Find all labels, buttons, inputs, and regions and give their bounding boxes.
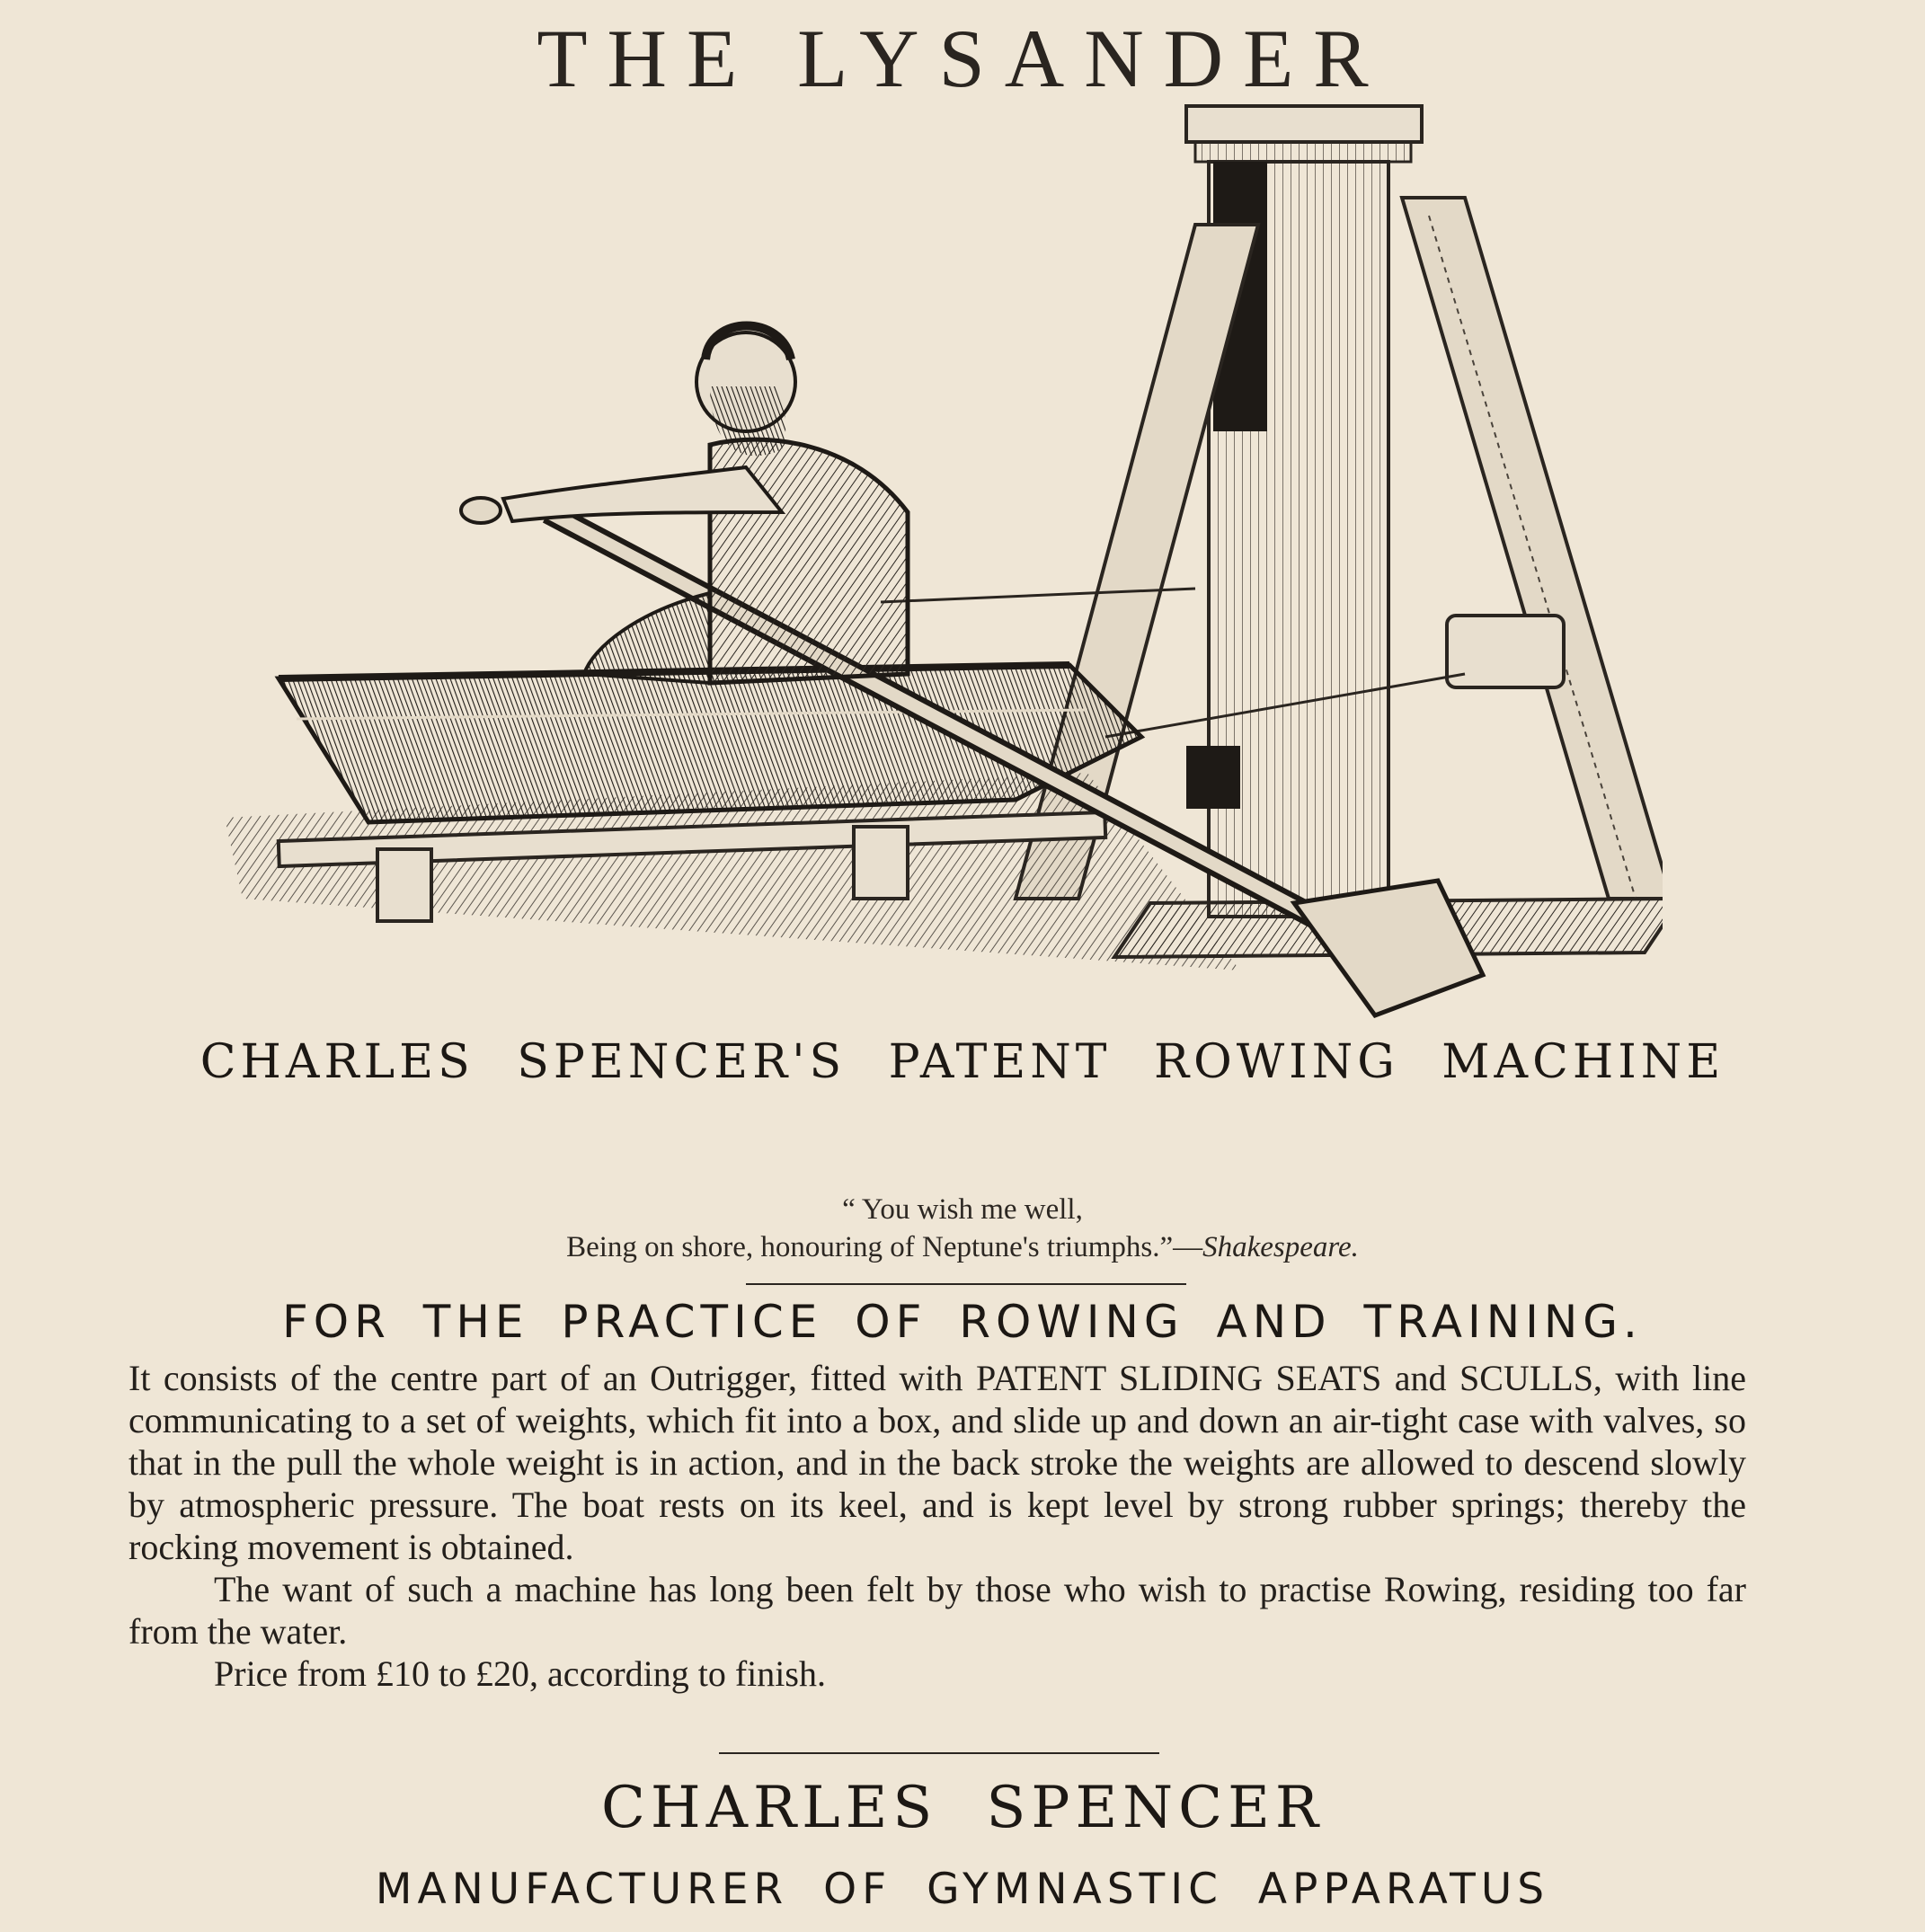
description-text xyxy=(129,1357,1746,1695)
quote-line-1: “ You wish me well, xyxy=(842,1193,1083,1226)
manufacturer-name: CHARLES SPENCER xyxy=(600,1775,1325,1841)
epigraph-quote xyxy=(0,1191,1925,1266)
boat-hull xyxy=(279,665,1141,822)
illustration-caption: CHARLES SPENCER'S PATENT ROWING MACHINE xyxy=(200,1035,1725,1089)
divider-rule xyxy=(719,1752,1159,1754)
quote-line-2-text: Being on shore, honouring of Neptune's triumphs.”— xyxy=(566,1231,1203,1263)
paragraph-price: Price from £10 to £20, according to finish. xyxy=(214,1653,826,1694)
quote-line-2 xyxy=(0,1228,1925,1266)
paragraph-need: The want of such a machine has long been felt by those who wish to practise Rowing, residing too far from the water. xyxy=(129,1569,1746,1652)
rowing-machine-engraving xyxy=(207,90,1663,1042)
quote-author: Shakespeare. xyxy=(1202,1231,1359,1263)
manufacturer-tagline: MANUFACTURER OF GYMNASTIC APPARATUS xyxy=(375,1865,1550,1914)
advert-title: THE LYSANDER xyxy=(537,13,1388,104)
paragraph-description: It consists of the centre part of an Outrigger, fitted with PATENT SLIDING SEATS and SCULLS, with line communicating to a set of weights, which fit into a box, and slide up and down an air-tight case with valves, so that in the pull the whole weight is in action, and in the back stroke the weights are allowed to descend slowly by atmospheric pressure. The boat rests on its keel, and is kept level by strong rubber springs; thereby the rocking movement is obtained. xyxy=(129,1358,1746,1567)
rower-figure xyxy=(503,326,908,684)
section-heading: FOR THE PRACTICE OF ROWING AND TRAINING. xyxy=(282,1296,1643,1348)
divider-rule xyxy=(746,1283,1186,1285)
